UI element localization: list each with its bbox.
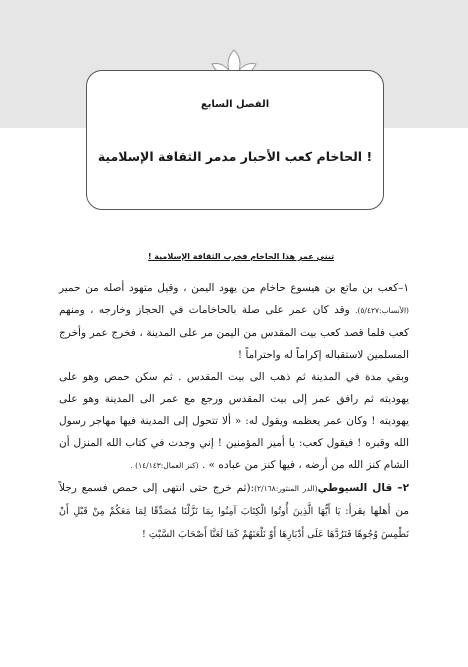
paragraph-3-label: ٢– قال السيوطي bbox=[317, 482, 409, 494]
chapter-label: الفصل السابع bbox=[200, 99, 270, 110]
chapter-title: الحاخام كعب الأحبار مدمر الثقافة الإسلامية ! bbox=[97, 149, 373, 164]
paragraph-2 bbox=[59, 366, 409, 477]
chapter-title-frame bbox=[86, 70, 384, 210]
citation-ansab: (الأنساب:٥/٤٢٧). bbox=[355, 306, 409, 315]
section-subheading: تبني عمر هذا الحاخام فخرب الثقافة الإسلامية ! bbox=[147, 252, 335, 261]
paragraph-3-text: :(ثم خرج حتى انتهى إلى حمص فسمع رجلاً من أهلها يقرأ: bbox=[59, 482, 409, 517]
paragraph-1 bbox=[59, 277, 409, 366]
paragraph-2-text: وبقي مدة في المدينة ثم ذهب الى بيت المقدس . ثم سكن حمص وهو على يهوديته ثم رافق عمر إلى بيت المقدس ورجع مع عمر الى المدينة وهو على يهوديته ! وكان عمر يعظمه ويقول له: « ألا تتحول إلى المدينة فيها مهاجر رسول الله وقبره ! فيقول كعب: يا أمير المؤمنين ! إني وجدت في كتاب الله المنزل أن الشام كنز الله من أرضه ، فيها كنز من عباده » . bbox=[59, 371, 409, 471]
body-text bbox=[59, 277, 409, 546]
citation-kanz: (كنز العمال:١٤/١٤٣) . bbox=[130, 461, 199, 470]
quran-verse: يَا أَيُّهَا الَّذِينَ أُوتُوا الْكِتَابَ آمِنُوا بِمَا نَزَّلْنَا مُصَدِّقًا لِمَا مَعَكُمْ مِنْ قَبْلِ أَنْ نَطْمِسَ وُجُوهًا فَنَرُدَّهَا عَلَى أَدْبَارِهَا أَوْ نَلْعَنَهُمْ كَمَا لَعَنَّا أَصْحَابَ السَّبْتِ ! bbox=[59, 506, 409, 540]
paragraph-1-text: ١–كعب بن ماتع بن هيسوع حاخام من يهود اليمن ، وقيل متهود أصله من حمير bbox=[59, 282, 409, 294]
paragraph-3 bbox=[59, 477, 409, 546]
paragraph-1-continued: وقد كان عمر على صلة بالحاخامات في الحجاز وخارجه ، ومنهم كعب فلما قصد كعب بيت المقدس من اليمن مر على المدينة ، فخرج عمر وأخرج المسلمين لاستقباله إكراماً له واحتراماً ! bbox=[59, 304, 409, 361]
citation-durr: (الدر المنثور:٢/١٦٨) bbox=[254, 484, 318, 493]
